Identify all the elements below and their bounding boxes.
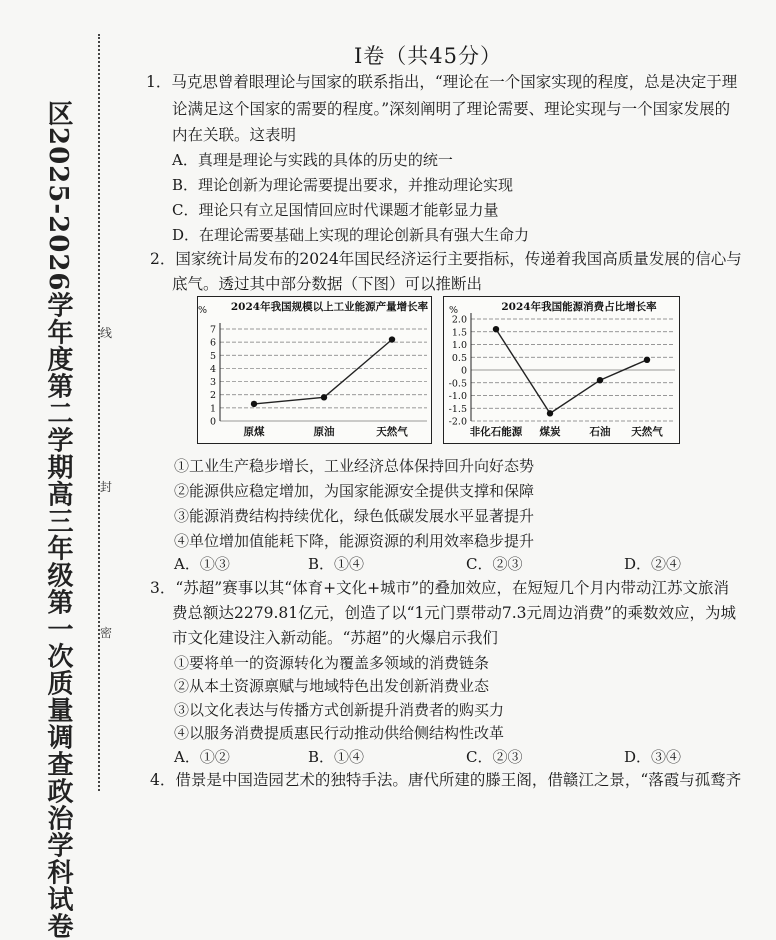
- chart1-tick-label: 6: [209, 337, 216, 349]
- chart2-tick-label: 1.5: [451, 327, 467, 339]
- chart2-series-line: [496, 329, 647, 413]
- q2-choices: [174, 552, 734, 576]
- chart1-category-label: 天然气: [376, 426, 408, 438]
- chart2-tick-label: 0: [460, 365, 467, 377]
- chart2-tick-label: 1.0: [451, 340, 467, 351]
- chart2-category-label: 石油: [589, 426, 611, 438]
- paper-title-vertical: 区2025-2026学年度第二学期高三年级第一次质量调查政治学科试卷: [43, 100, 73, 940]
- chart2-unit-label: %: [449, 305, 459, 316]
- chart1-category-label: 原油: [313, 426, 335, 438]
- chart-industrial-energy: [197, 296, 432, 444]
- seal-char-xian: 线: [100, 322, 112, 343]
- q3-statement-2: ②从本土资源禀赋与地域特色出发创新消费业态: [174, 677, 490, 695]
- q3-line3: 市文化建设注入新动能。“苏超”的火爆启示我们: [172, 629, 498, 647]
- chart2-point: [644, 357, 650, 363]
- q2-choice-d: D．②④: [624, 555, 682, 573]
- seal-line: [98, 34, 100, 791]
- chart2-point: [547, 410, 553, 416]
- chart2-title: 2024年我国能源消费占比增长率: [501, 301, 657, 313]
- q1-option-a: A．真理是理论与实践的具体的历史的统一: [172, 151, 453, 169]
- chart-industrial-energy-svg: [198, 297, 431, 443]
- chart2-category-label: 非化石能源: [469, 426, 523, 438]
- q3-statement-3: ③以文化表达与传播方式创新提升消费者的购买力: [174, 701, 505, 719]
- q3-choice-b: B．①④: [308, 748, 365, 766]
- chart2-tick-label: -1.0: [448, 391, 467, 402]
- chart1-tick-label: 0: [209, 416, 216, 428]
- chart1-tick-label: 2: [209, 390, 216, 402]
- q1-line3: 内在关联。这表明: [172, 126, 297, 144]
- q3-line2: 费总额达2279.81亿元，创造了以“1元门票带动7.3元周边消费”的乘数效应，为城: [172, 604, 736, 622]
- q2-choice-b: B．①④: [308, 555, 365, 573]
- q1-option-d: D．在理论需要基础上实现的理论创新具有强大生命力: [172, 226, 530, 244]
- q3-choices: [174, 745, 734, 769]
- q2-choice-c: C．②③: [466, 555, 523, 573]
- q4-line1: 4．借景是中国造园艺术的独特手法。唐代所建的滕王阁，借赣江之景，“落霞与孤鹜齐: [150, 771, 742, 789]
- q3-choice-a: A．①②: [174, 748, 230, 766]
- q2-choice-a: A．①③: [174, 555, 230, 573]
- seal-char-mi: 密: [100, 622, 112, 643]
- chart-energy-consumption: [443, 296, 680, 444]
- chart2-tick-label: 0.5: [451, 352, 467, 364]
- chart1-tick-label: 7: [209, 324, 216, 336]
- q3-statement-4: ④以服务消费提质惠民行动推动供给侧结构性改革: [174, 724, 505, 742]
- chart1-tick-label: 3: [209, 377, 216, 389]
- chart2-tick-label: -2.0: [448, 416, 467, 428]
- chart2-category-label: 天然气: [631, 426, 663, 438]
- q1-line2: 论满足这个国家的需要的程度。”深刻阐明了理论需要、理论实现与一个国家发展的: [172, 100, 731, 118]
- chart1-tick-label: 4: [209, 363, 216, 375]
- chart1-point: [389, 336, 395, 342]
- q2-statement-4: ④单位增加值能耗下降，能源资源的利用效率稳步提升: [174, 532, 535, 550]
- chart1-tick-label: 5: [209, 350, 216, 362]
- chart2-point: [597, 377, 603, 383]
- q2-statement-2: ②能源供应稳定增加，为国家能源安全提供支撑和保障: [174, 482, 535, 500]
- q3-line1: 3．“苏超”赛事以其“体育+文化+城市”的叠加效应，在短短几个月内带动江苏文旅消: [150, 579, 730, 597]
- chart1-point: [251, 401, 257, 407]
- chart2-tick-label: -1.5: [448, 403, 467, 415]
- q1-line1: 1．马克思曾着眼理论与国家的联系指出，“理论在一个国家实现的程度，总是决定于理: [146, 73, 738, 91]
- chart1-tick-label: 1: [209, 403, 216, 415]
- q1-option-c: C．理论只有立足国情回应时代课题才能彰显力量: [172, 201, 499, 219]
- q1-option-b: B．理论创新为理论需要提出要求，并推动理论实现: [172, 176, 514, 194]
- q2-line1: 2．国家统计局发布的2024年国民经济运行主要指标，传递着我国高质量发展的信心与: [150, 250, 742, 268]
- chart1-series-line: [254, 340, 392, 404]
- chart2-tick-label: 2.0: [451, 314, 467, 326]
- chart2-point: [493, 326, 499, 332]
- q2-statement-1: ①工业生产稳步增长，工业经济总体保持回升向好态势: [174, 457, 535, 475]
- chart2-tick-label: -0.5: [448, 378, 467, 390]
- section-title: I卷（共45分）: [353, 44, 503, 68]
- seal-char-feng: 封: [100, 476, 112, 497]
- q3-statement-1: ①要将单一的资源转化为覆盖多领域的消费链条: [174, 654, 490, 672]
- q3-choice-d: D．③④: [624, 748, 682, 766]
- chart1-point: [321, 394, 327, 400]
- chart1-title: 2024年我国规模以上工业能源产量增长率: [230, 301, 429, 313]
- chart-energy-consumption-svg: [444, 297, 679, 443]
- chart1-category-label: 原煤: [243, 426, 265, 438]
- q2-statement-3: ③能源消费结构持续优化，绿色低碳发展水平显著提升: [174, 507, 535, 525]
- q3-choice-c: C．②③: [466, 748, 523, 766]
- q2-line2: 底气。透过其中部分数据（下图）可以推断出: [172, 275, 483, 293]
- chart2-category-label: 煤炭: [539, 426, 561, 438]
- chart1-unit-label: %: [198, 305, 208, 316]
